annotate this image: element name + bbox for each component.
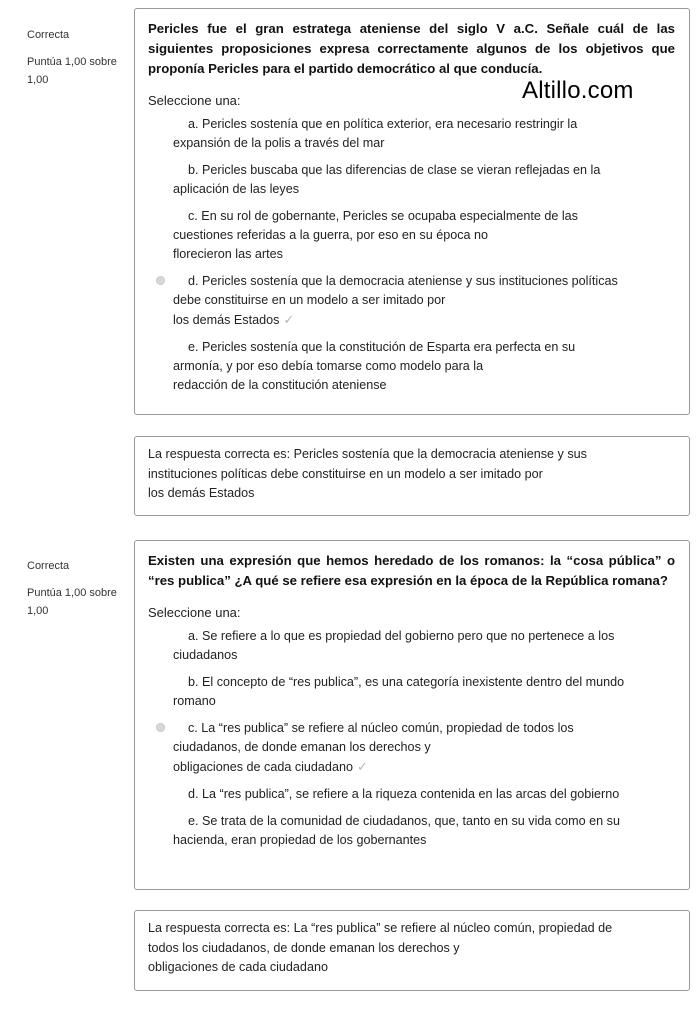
answer-text-continued-text: debe constituirse en un modelo a ser imitado por los demás Estados	[173, 293, 446, 327]
question-2-box	[134, 540, 690, 890]
answer-option-e[interactable]	[148, 812, 675, 850]
answer-text: c. La “res publica” se refiere al núcleo común, propiedad de todos los	[188, 721, 574, 735]
question-1-info	[27, 26, 127, 89]
answer-text: c. En su rol de gobernante, Pericles se ocupaba especialmente de las	[188, 209, 578, 223]
answer-text-continued: hacienda, eran propiedad de los gobernantes	[173, 833, 427, 847]
question-1-feedback: La respuesta correcta es: Pericles sostenía que la democracia ateniense y sus instituciones políticas debe constituirse en un modelo a ser imitado por los demás Estados	[134, 436, 690, 516]
selected-radio-icon[interactable]	[156, 723, 165, 732]
selected-radio-icon[interactable]	[156, 276, 165, 285]
answer-text: b. El concepto de “res publica”, es una categoría inexistente dentro del mundo	[188, 675, 625, 689]
question-1-box	[134, 8, 690, 415]
answer-text-continued-text: ciudadanos, de donde emanan los derechos y obligaciones de cada ciudadano	[173, 740, 431, 774]
answer-option-b[interactable]	[148, 161, 675, 199]
answer-text: e. Se trata de la comunidad de ciudadanos, que, tanto en su vida como en su	[188, 814, 620, 828]
answer-text-continued	[173, 738, 675, 777]
watermark: Altillo.com	[522, 77, 634, 104]
answer-option-a[interactable]	[148, 115, 675, 153]
answer-text: e. Pericles sostenía que la constitución de Esparta era perfecta en su	[188, 340, 576, 354]
answer-option-b[interactable]	[148, 673, 675, 711]
answer-option-a[interactable]	[148, 627, 675, 665]
answer-option-c[interactable]	[148, 719, 675, 777]
answer-option-d[interactable]	[148, 785, 675, 804]
answer-option-c[interactable]	[148, 207, 675, 264]
question-2-info	[27, 557, 127, 620]
answer-text-continued: aplicación de las leyes	[173, 182, 300, 196]
answer-option-d[interactable]	[148, 272, 675, 330]
answer-text: a. Se refiere a lo que es propiedad del gobierno pero que no pertenece a los	[188, 629, 615, 643]
question-2-feedback: La respuesta correcta es: La “res publica” se refiere al núcleo común, propiedad de todos los ciudadanos, de donde emanan los derechos y obligaciones de cada ciudadano	[134, 910, 690, 991]
answer-option-e[interactable]	[148, 338, 675, 395]
question-state: Correcta	[27, 560, 70, 572]
check-icon: ✓	[283, 312, 295, 327]
question-state: Correcta	[27, 29, 70, 41]
question-text: Existen una expresión que hemos heredado de los romanos: la “cosa pública” o “res publica” ¿A qué se refiere esa expresión en la época de la República romana?	[148, 553, 675, 588]
question-text: Pericles fue el gran estratega ateniense del siglo V a.C. Señale cuál de las siguientes proposiciones expresa correctamente algunos de los objetivos que proponía Pericles para el partido democrático al que conducía.	[148, 21, 675, 76]
answer-text-continued: ciudadanos	[173, 648, 238, 662]
answer-text: b. Pericles buscaba que las diferencias de clase se vieran reflejadas en la	[188, 163, 601, 177]
answer-text-continued: cuestiones referidas a la guerra, por eso en su época no florecieron las artes	[173, 228, 489, 261]
answer-text: a. Pericles sostenía que en política exterior, era necesario restringir la	[188, 117, 578, 131]
answer-prompt: Seleccione una:	[148, 93, 241, 108]
answer-list	[148, 627, 675, 850]
answer-text-continued	[173, 291, 675, 330]
question-grade: Puntúa 1,00 sobre 1,00	[27, 587, 117, 617]
answer-prompt: Seleccione una:	[148, 605, 241, 620]
answer-text-continued: expansión de la polis a través del mar	[173, 136, 385, 150]
answer-text-continued: romano	[173, 694, 216, 708]
answer-list	[148, 115, 675, 395]
answer-text: d. Pericles sostenía que la democracia ateniense y sus instituciones políticas	[188, 274, 618, 288]
answer-text-continued: armonía, y por eso debía tomarse como modelo para la redacción de la constitución ateniense	[173, 359, 484, 392]
check-icon: ✓	[356, 759, 368, 774]
answer-text: d. La “res publica”, se refiere a la riqueza contenida en las arcas del gobierno	[188, 787, 620, 801]
question-grade: Puntúa 1,00 sobre 1,00	[27, 56, 117, 86]
